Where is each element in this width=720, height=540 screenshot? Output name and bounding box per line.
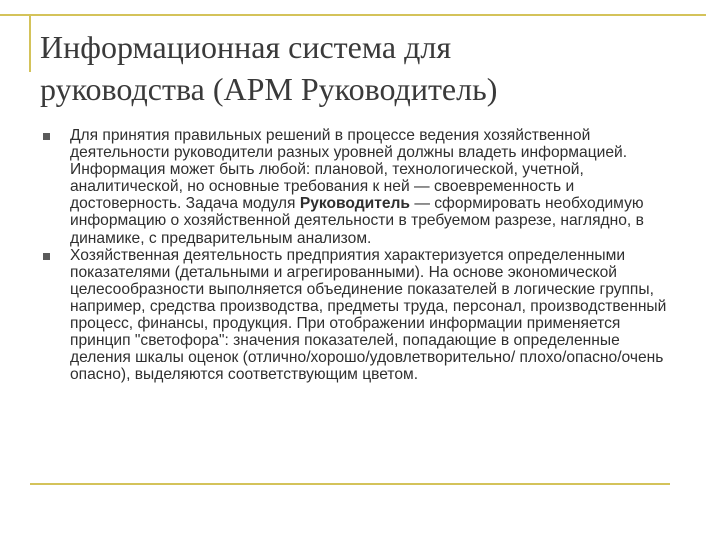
bullet-1-text-before: Для принятия правильных решений в процессе ведения хозяйственной деятельности руководители разных уровней должны владеть информацией. Информация может быть любой: плановой, технологической, учетной, аналитической, но основные требования к ней — своевременность и достоверность. Задача модуля (70, 127, 628, 213)
bullet-item-2 (42, 247, 682, 384)
bullet-text-2 (70, 247, 682, 384)
slide-title-line-2: руководства (АРМ Руководитель) (40, 71, 498, 107)
square-bullet-icon (43, 133, 50, 140)
slide-title-line-1: Информационная система для (40, 29, 452, 65)
square-bullet-icon (43, 253, 50, 260)
bullet-1-text-after: — сформировать необходимую информацию о хозяйственной деятельности в требуемом разрезе, наглядно, в динамике, с предварительным анализом. (70, 195, 644, 247)
bullet-text-1 (70, 127, 682, 247)
bullet-item-1 (42, 127, 682, 247)
decorative-vertical-line (29, 14, 31, 72)
bullet-1-bold-term: Руководитель (299, 195, 410, 213)
decorative-top-line (0, 14, 706, 16)
slide-title (40, 26, 640, 110)
decorative-bottom-line (30, 483, 670, 485)
bullet-2-text: Хозяйственная деятельность предприятия характеризуется определенными показателями (детальными и агрегированными). На основе экономической целесообразности выполняется объединение показателей в логические группы, например, средства производства, предметы труда, персонал, производственный процесс, финансы, продукция. При отображении информации применяется принцип "светофора": значения показателей, попадающие в определенные деления шкалы оценок (отлично/хорошо/удовлетворительно/ плохо/опасно/очень опасно), выделяются соответствующим цветом. (70, 246, 667, 384)
bullet-list (42, 127, 682, 383)
